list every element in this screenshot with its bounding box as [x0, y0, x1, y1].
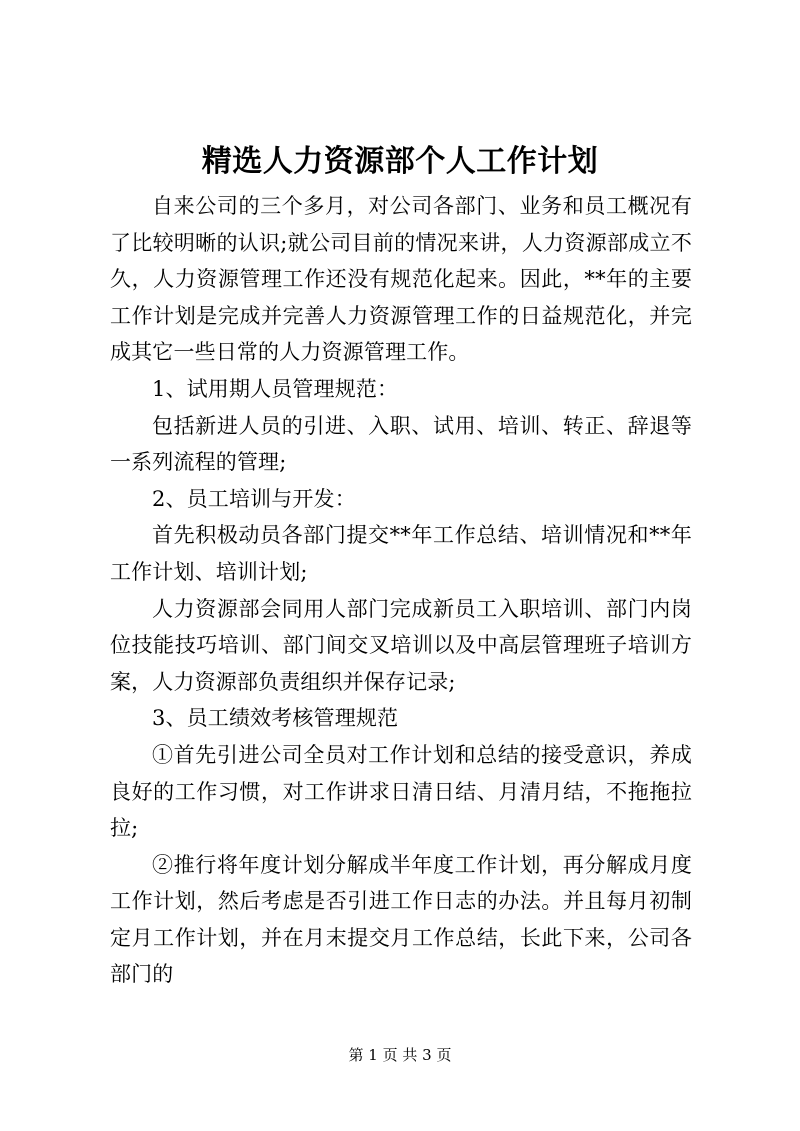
- paragraph-training-1: 首先积极动员各部门提交**年工作总结、培训情况和**年工作计划、培训计划;: [110, 523, 692, 584]
- paragraph-intro: 自来公司的三个多月，对公司各部门、业务和员工概况有了比较明晰的认识;就公司目前的情况来讲，人力资源部成立不久，人力资源管理工作还没有规范化起来。因此，**年的主要工作计划是完成并完善人力资源管理工作的日益规范化，并完成其它一些日常的人力资源管理工作。: [110, 194, 692, 365]
- section-heading-performance: 3、员工绩效考核管理规范: [152, 706, 399, 731]
- page-title: 精选人力资源部个人工作计划: [201, 144, 599, 179]
- paragraph-training-2: 人力资源部会同用人部门完成新员工入职培训、部门内岗位技能技巧培训、部门间交叉培训以及中高层管理班子培训方案，人力资源部负责组织并保存记录;: [110, 596, 692, 694]
- paragraph-performance-2: ②推行将年度计划分解成半年度工作计划，再分解成月度工作计划，然后考虑是否引进工作日志的办法。并且每月初制定月工作计划，并在月末提交月工作总结，长此下来，公司各部门的: [110, 852, 692, 987]
- section-heading-training: 2、员工培训与开发：: [152, 486, 356, 511]
- paragraph-performance-1: ①首先引进公司全员对工作计划和总结的接受意识，养成良好的工作习惯，对工作讲求日清日结、月清月结，不拖拖拉拉;: [110, 742, 692, 841]
- section-heading-probation: 1、试用期人员管理规范：: [152, 376, 399, 401]
- page-number: 第 1 页 共 3 页: [348, 1046, 452, 1064]
- paragraph-probation: 包括新进人员的引进、入职、试用、培训、转正、辞退等一系列流程的管理;: [110, 413, 692, 475]
- document-body: [110, 188, 692, 993]
